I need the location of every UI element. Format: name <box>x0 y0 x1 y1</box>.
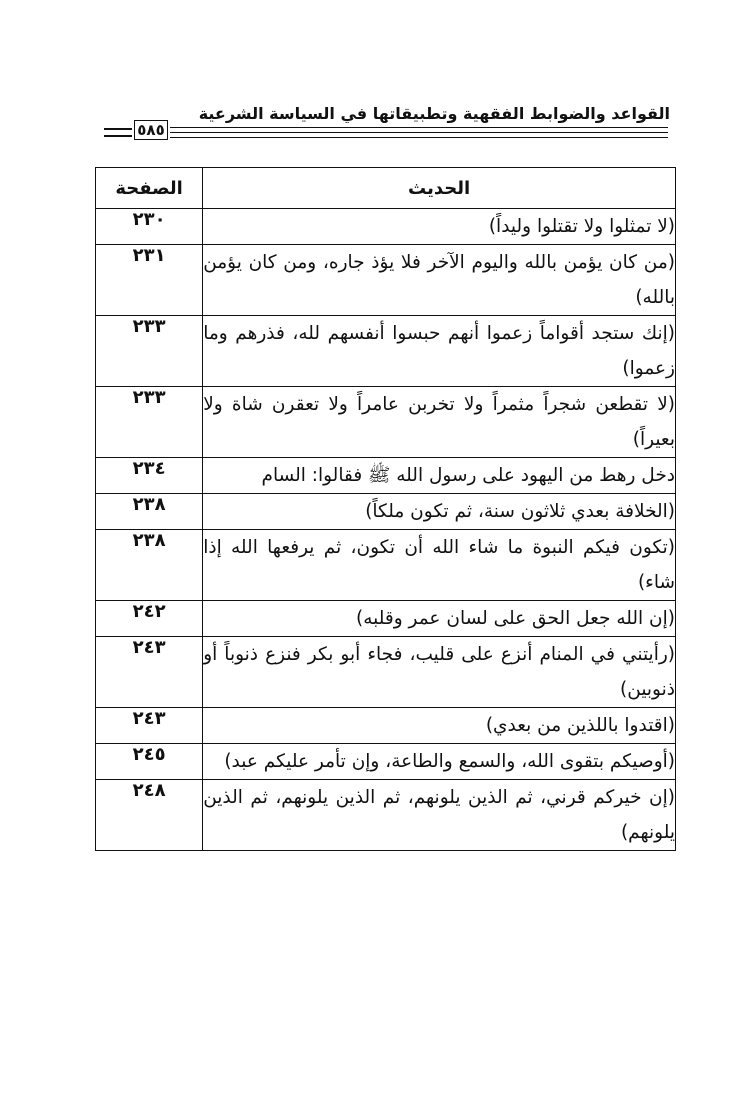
page-reference: ٢٤٨ <box>96 780 203 851</box>
page-reference: ٢٤٣ <box>96 637 203 708</box>
left-rule <box>104 128 132 130</box>
hadith-text: (إن خيركم قرني، ثم الذين يلونهم، ثم الذين يلونهم، ثم الذين يلونهم) <box>203 780 676 851</box>
table-row <box>96 637 676 708</box>
page-reference: ٢٣٣ <box>96 316 203 387</box>
page-reference: ٢٣٨ <box>96 530 203 601</box>
header-rule <box>170 137 668 138</box>
table-row <box>96 494 676 530</box>
table-row <box>96 601 676 637</box>
hadith-text: دخل رهط من اليهود على رسول الله ﷺ فقالوا: السام <box>203 458 676 494</box>
page-reference: ٢٣٠ <box>96 209 203 245</box>
page-reference: ٢٤٣ <box>96 708 203 744</box>
table-row <box>96 387 676 458</box>
table-row <box>96 458 676 494</box>
page-reference: ٢٤٢ <box>96 601 203 637</box>
table-row <box>96 209 676 245</box>
running-title: القواعد والضوابط الفقهية وتطبيقاتها في السياسة الشرعية <box>198 104 670 123</box>
table-header-row <box>96 168 676 209</box>
hadith-text: (من كان يؤمن بالله واليوم الآخر فلا يؤذ جاره، ومن كان يؤمن بالله) <box>203 245 676 316</box>
page-reference: ٢٣١ <box>96 245 203 316</box>
page-reference: ٢٤٥ <box>96 744 203 780</box>
hadith-text: (أوصيكم بتقوى الله، والسمع والطاعة، وإن تأمر عليكم عبد) <box>203 744 676 780</box>
hadith-text: (تكون فيكم النبوة ما شاء الله أن تكون، ثم يرفعها الله إذا شاء) <box>203 530 676 601</box>
hadith-text: (لا تقطعن شجراً مثمراً ولا تخربن عامراً ولا تعقرن شاة ولا بعيراً) <box>203 387 676 458</box>
page-number: ٥٨٥ <box>134 120 168 140</box>
hadith-text: (الخلافة بعدي ثلاثون سنة، ثم تكون ملكاً) <box>203 494 676 530</box>
table-row <box>96 245 676 316</box>
hadith-text: (لا تمثلوا ولا تقتلوا وليداً) <box>203 209 676 245</box>
hadith-index-table <box>95 167 676 851</box>
table-row <box>96 708 676 744</box>
page-reference: ٢٣٤ <box>96 458 203 494</box>
table-row <box>96 530 676 601</box>
column-header-hadith: الحديث <box>203 168 676 209</box>
page-reference: ٢٣٨ <box>96 494 203 530</box>
header-rule <box>170 127 668 128</box>
table-row <box>96 316 676 387</box>
hadith-text: (إن الله جعل الحق على لسان عمر وقلبه) <box>203 601 676 637</box>
column-header-page: الصفحة <box>96 168 203 209</box>
left-rule <box>104 135 132 137</box>
hadith-text: (رأيتني في المنام أنزع على قليب، فجاء أبو بكر فنزع ذنوباً أو ذنوبين) <box>203 637 676 708</box>
hadith-text: (اقتدوا باللذين من بعدي) <box>203 708 676 744</box>
hadith-text: (إنك ستجد أقواماً زعموا أنهم حبسوا أنفسهم لله، فذرهم وما زعموا) <box>203 316 676 387</box>
table-row <box>96 744 676 780</box>
page-reference: ٢٣٣ <box>96 387 203 458</box>
header-rule <box>170 132 668 133</box>
table-row <box>96 780 676 851</box>
